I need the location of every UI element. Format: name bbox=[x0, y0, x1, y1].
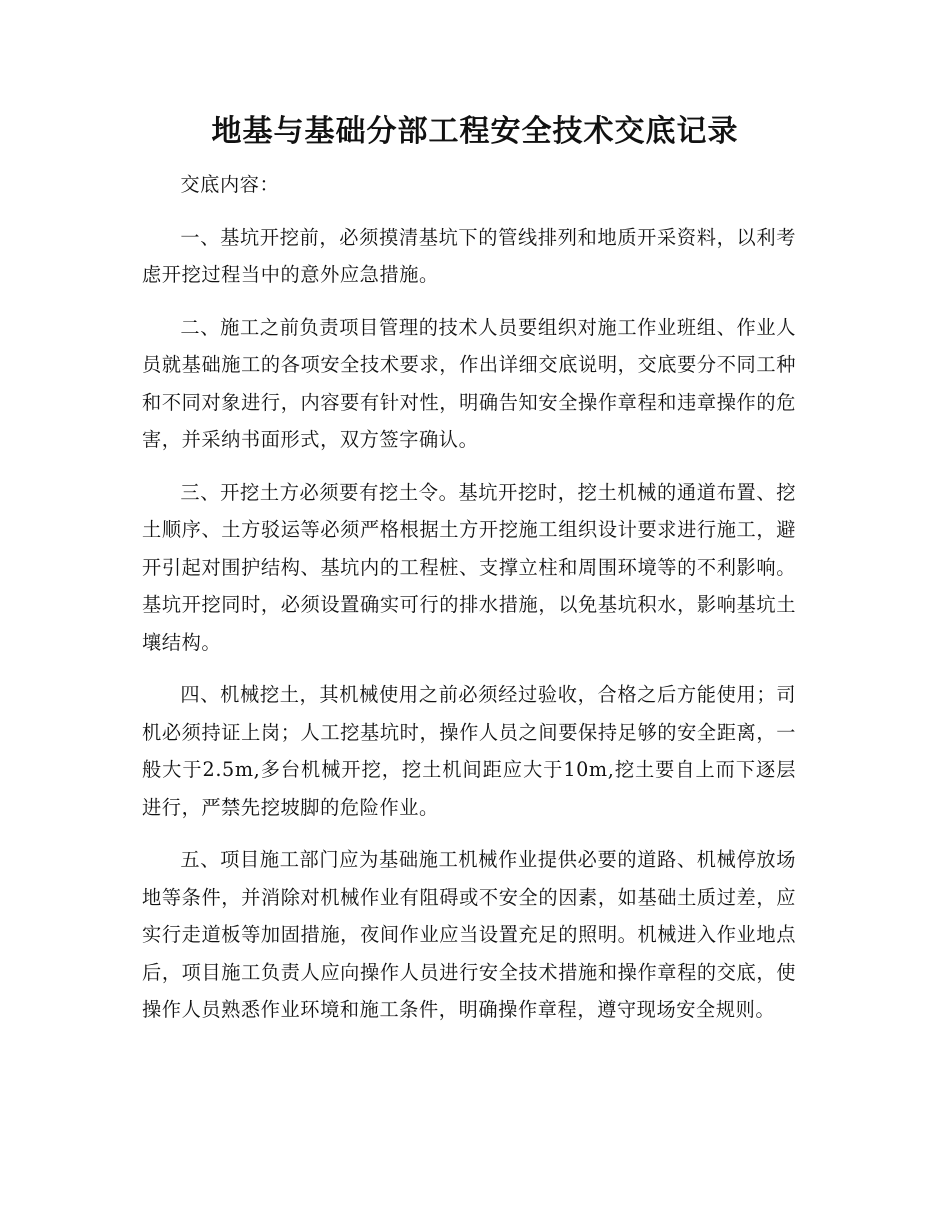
document-body bbox=[142, 166, 796, 1044]
paragraph-5: 五、项目施工部门应为基础施工机械作业提供必要的道路、机械停放场地等条件，并消除对机械作业有阻碍或不安全的因素，如基础土质过差，应实行走道板等加固措施，夜间作业应当设置充足的照明。机械进入作业地点后，项目施工负责人应向操作人员进行安全技术措施和操作章程的交底，使操作人员熟悉作业环境和施工条件，明确操作章程，遵守现场安全规则。 bbox=[142, 848, 796, 1021]
intro-label: 交底内容： bbox=[180, 173, 280, 196]
paragraph-2: 二、施工之前负责项目管理的技术人员要组织对施工作业班组、作业人员就基础施工的各项安全技术要求，作出详细交底说明，交底要分不同工种和不同对象进行，内容要有针对性，明确告知安全操作章程和违章操作的危害，并采纳书面形式，双方签字确认。 bbox=[142, 315, 796, 451]
paragraph-3: 三、开挖土方必须要有挖土令。基坑开挖时，挖土机械的通道布置、挖土顺序、土方驳运等必须严格根据土方开挖施工组织设计要求进行施工，避开引起对围护结构、基坑内的工程桩、支撑立柱和周围环境等的不利影响。基坑开挖同时，必须设置确实可行的排水措施，以免基坑积水，影响基坑土壤结构。 bbox=[142, 480, 796, 654]
document-title: 地基与基础分部工程安全技术交底记录 bbox=[211, 114, 739, 149]
paragraph-4: 四、机械挖土，其机械使用之前必须经过验收，合格之后方能使用；司机必须持证上岗；人工挖基坑时，操作人员之间要保持足够的安全距离，一般大于2.5m,多台机械开挖，挖土机间距应大于10m,挖土要自上而下逐层进行，严禁先挖坡脚的危险作业。 bbox=[142, 683, 796, 819]
paragraph-1: 一、基坑开挖前，必须摸清基坑下的管线排列和地质开采资料，以利考虑开挖过程当中的意外应急措施。 bbox=[142, 225, 796, 286]
